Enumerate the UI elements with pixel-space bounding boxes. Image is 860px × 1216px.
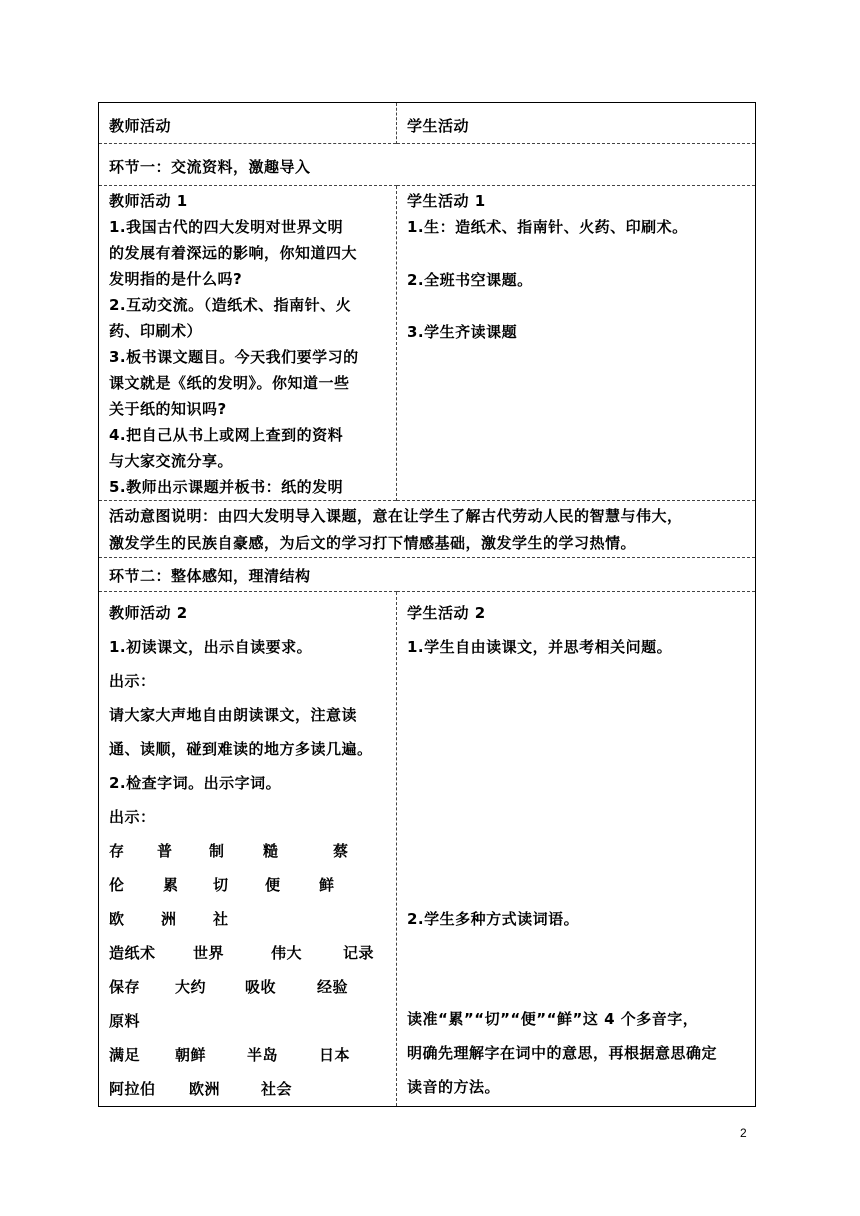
word-row: [109, 902, 390, 936]
student-line: 2.学生多种方式读词语。: [407, 910, 580, 928]
word-list: [109, 834, 390, 1106]
student-line: 2.全班书空课题。: [407, 271, 533, 289]
word: 原料: [109, 1012, 141, 1030]
word-row: [109, 868, 390, 902]
word: 欧: [109, 910, 125, 928]
word: 存: [109, 842, 125, 860]
word: 伦: [109, 876, 125, 894]
lesson-plan-table: [98, 102, 756, 1107]
word-row: [109, 936, 390, 970]
word: 阿拉伯: [109, 1080, 156, 1098]
section2-title: 环节二：整体感知，理清结构: [109, 567, 311, 585]
teacher-line: 4.把自己从书上或网上查到的资料: [109, 426, 344, 444]
teacher-line: 的发展有着深远的影响，你知道四大: [109, 244, 358, 262]
student-line: 3.学生齐读课题: [407, 323, 518, 341]
word: 欧洲: [189, 1080, 221, 1098]
teacher-line: 1.我国古代的四大发明对世界文明: [109, 218, 344, 236]
word-row: [109, 834, 390, 868]
word: 世界: [193, 944, 225, 962]
teacher-line: 教师活动 1: [109, 192, 188, 210]
word: 切: [213, 876, 229, 894]
word-row: [109, 1004, 390, 1038]
section1-student-activity: [397, 186, 755, 345]
page-number: 2: [740, 1126, 747, 1140]
word-row: [109, 1072, 390, 1106]
word: 造纸术: [109, 944, 156, 962]
teacher-line: 3.板书课文题目。今天我们要学习的: [109, 348, 359, 366]
section1-content-row: [99, 186, 756, 501]
word: 蔡: [333, 842, 349, 860]
word: 社会: [261, 1080, 293, 1098]
teacher-line: 1.初读课文，出示自读要求。: [109, 638, 313, 656]
teacher-line: 发明指的是什么吗?: [109, 270, 243, 288]
teacher-line: 教师活动 2: [109, 604, 188, 622]
teacher-line: 课文就是《纸的发明》。你知道一些: [109, 374, 350, 392]
teacher-line: 关于纸的知识吗?: [109, 400, 227, 418]
intent-line: 活动意图说明：由四大发明导入课题，意在让学生了解古代劳动人民的智慧与伟大，: [109, 507, 683, 525]
activity-intent: [99, 501, 755, 557]
teacher-line: 2.检查字词。出示字词。: [109, 774, 282, 792]
student-note-line: 明确先理解字在词中的意思，再根据意思确定: [407, 1044, 718, 1062]
section1-teacher-activity: [99, 186, 396, 500]
teacher-line: 请大家大声地自由朗读课文，注意读: [109, 706, 358, 724]
section1-title: 环节一：交流资料，激趣导入: [109, 158, 311, 176]
intent-line: 激发学生的民族自豪感，为后文的学习打下情感基础，激发学生的学习热情。: [109, 534, 637, 552]
word-row: [109, 1038, 390, 1072]
header-student: 学生活动: [407, 117, 470, 135]
student-line: 1.生：造纸术、指南针、火药、印刷术。: [407, 218, 688, 236]
teacher-line: 通、读顺，碰到难读的地方多读几遍。: [109, 740, 373, 758]
teacher-line: 出示：: [109, 672, 156, 690]
word: 糙: [263, 842, 279, 860]
student-line: 1.学生自由读课文，并思考相关问题。: [407, 638, 673, 656]
section2-content-row: [99, 592, 756, 1107]
section2-student-activity: [397, 592, 755, 1104]
word: 经验: [317, 978, 349, 996]
word: 大约: [175, 978, 207, 996]
word: 鲜: [319, 876, 335, 894]
student-note-line: 读音的方法。: [407, 1078, 501, 1096]
section1-title-row: [99, 144, 756, 186]
word: 洲: [161, 910, 177, 928]
header-teacher: 教师活动: [109, 117, 172, 135]
word: 吸收: [245, 978, 277, 996]
word: 社: [213, 910, 229, 928]
word: 普: [157, 842, 173, 860]
word: 半岛: [247, 1046, 279, 1064]
header-row: [99, 103, 756, 144]
word: 伟大: [271, 944, 303, 962]
word: 记录: [343, 944, 375, 962]
teacher-line: 药、印刷术）: [109, 322, 203, 340]
intent-row: [99, 501, 756, 558]
word: 保存: [109, 978, 141, 996]
student-title: 学生活动 2: [407, 604, 486, 622]
teacher-line: 出示：: [109, 808, 156, 826]
word: 累: [163, 876, 179, 894]
word: 便: [265, 876, 281, 894]
teacher-line: 2.互动交流。（造纸术、指南针、火: [109, 296, 352, 314]
section2-teacher-activity: [99, 592, 396, 1106]
word: 满足: [109, 1046, 141, 1064]
word: 制: [209, 842, 225, 860]
word: 日本: [319, 1046, 351, 1064]
section2-title-row: [99, 558, 756, 592]
student-title: 学生活动 1: [407, 192, 486, 210]
teacher-line: 与大家交流分享。: [109, 452, 234, 470]
teacher-line: 5.教师出示课题并板书：纸的发明: [109, 478, 344, 496]
word: 朝鲜: [175, 1046, 207, 1064]
student-note-line: 读准“累”“切”“便”“鲜”这 4 个多音字，: [407, 1010, 699, 1028]
word-row: [109, 970, 390, 1004]
